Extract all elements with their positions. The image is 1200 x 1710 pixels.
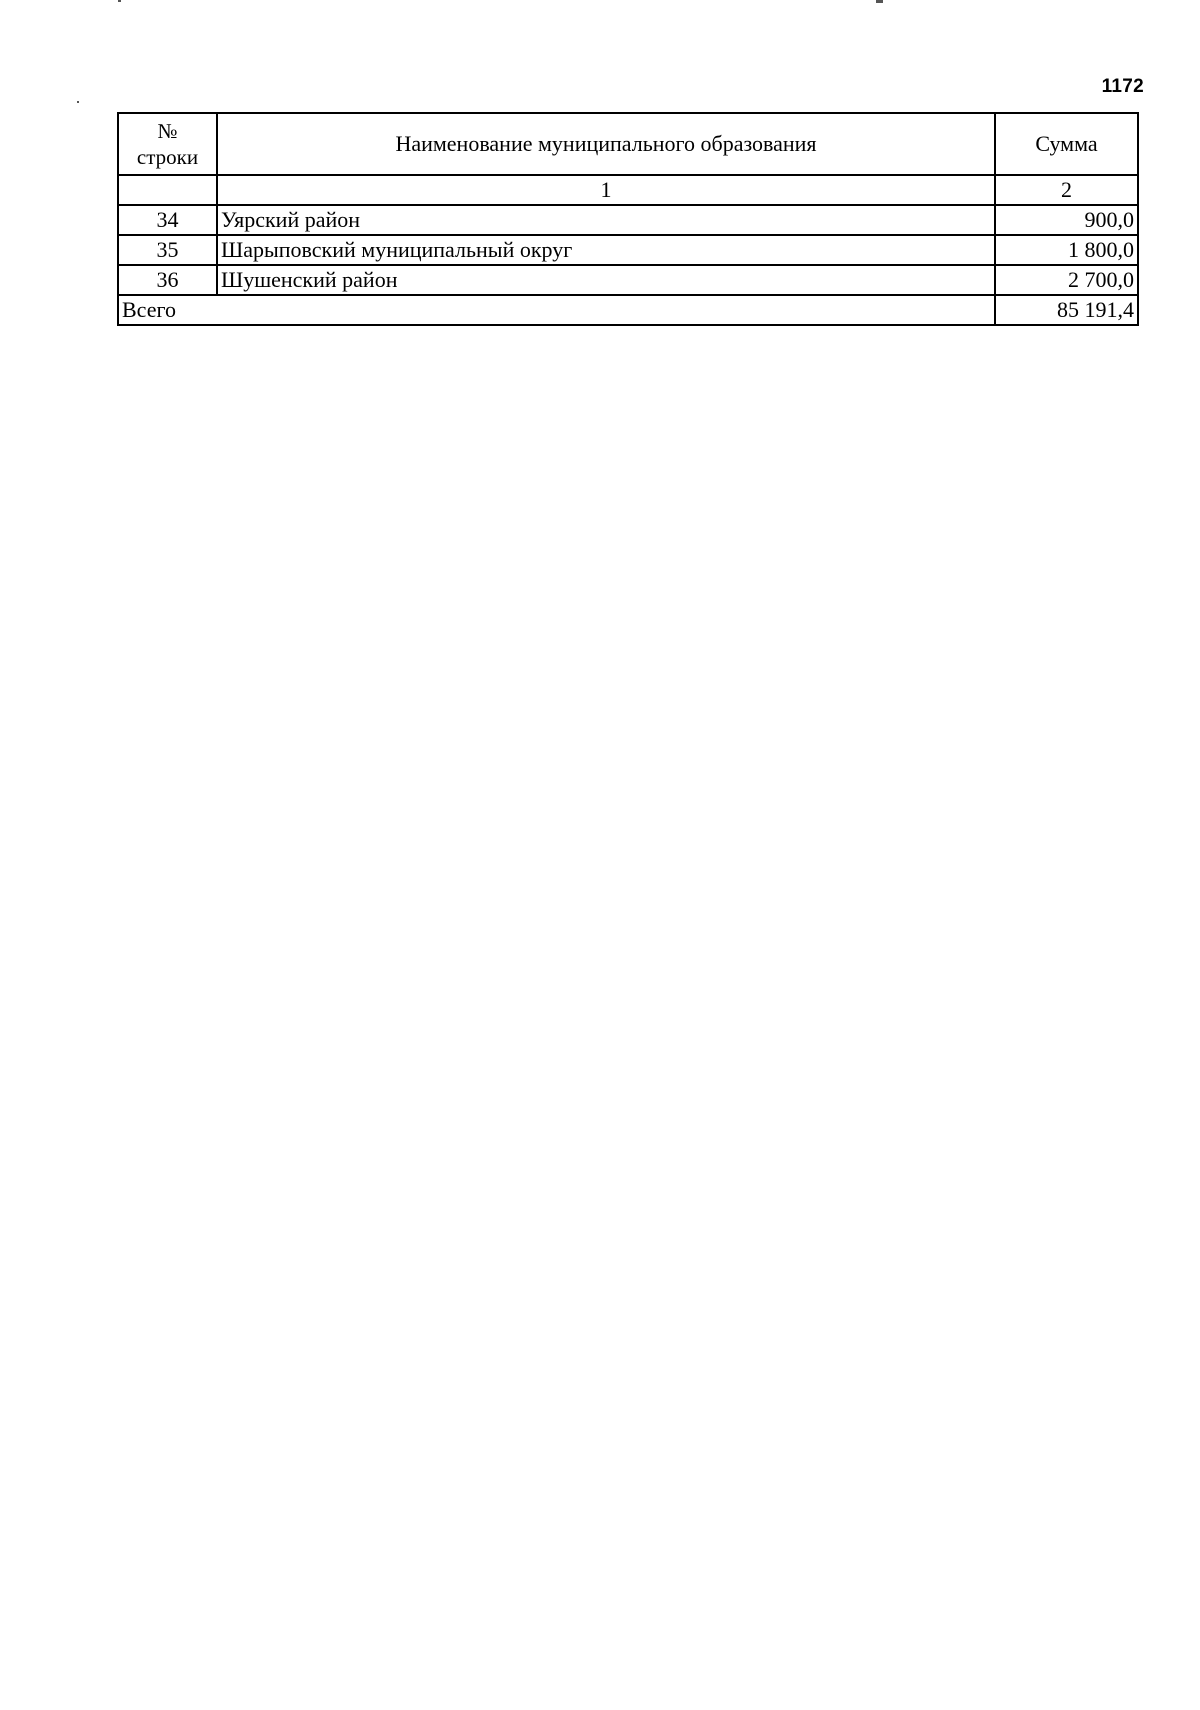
row-number: 36 [118,265,217,295]
row-sum: 2 700,0 [995,265,1138,295]
header-municipality-name: Наименование муниципального образования [217,113,995,175]
column-index-number [118,175,217,205]
total-label: Всего [118,295,995,325]
column-index-name: 1 [217,175,995,205]
header-row-number [118,113,217,175]
scan-artifact [118,0,121,2]
municipality-name: Шушенский район [217,265,995,295]
scan-artifact [876,0,883,3]
page-number: 1172 [1101,76,1144,97]
header-row-number-line2: строки [136,145,199,169]
table-row [118,235,1138,265]
header-sum: Сумма [995,113,1138,175]
column-index-sum: 2 [995,175,1138,205]
allocation-table [117,112,1139,326]
header-row-number-line1: № [157,118,178,143]
row-number: 34 [118,205,217,235]
municipality-name: Уярский район [217,205,995,235]
row-number: 35 [118,235,217,265]
total-row [118,295,1138,325]
row-sum: 900,0 [995,205,1138,235]
table-row [118,265,1138,295]
row-sum: 1 800,0 [995,235,1138,265]
column-index-row [118,175,1138,205]
total-sum: 85 191,4 [995,295,1138,325]
table-header-row [118,113,1138,175]
municipality-name: Шарыповский муниципальный округ [217,235,995,265]
table-row [118,205,1138,235]
scan-artifact [77,101,79,103]
